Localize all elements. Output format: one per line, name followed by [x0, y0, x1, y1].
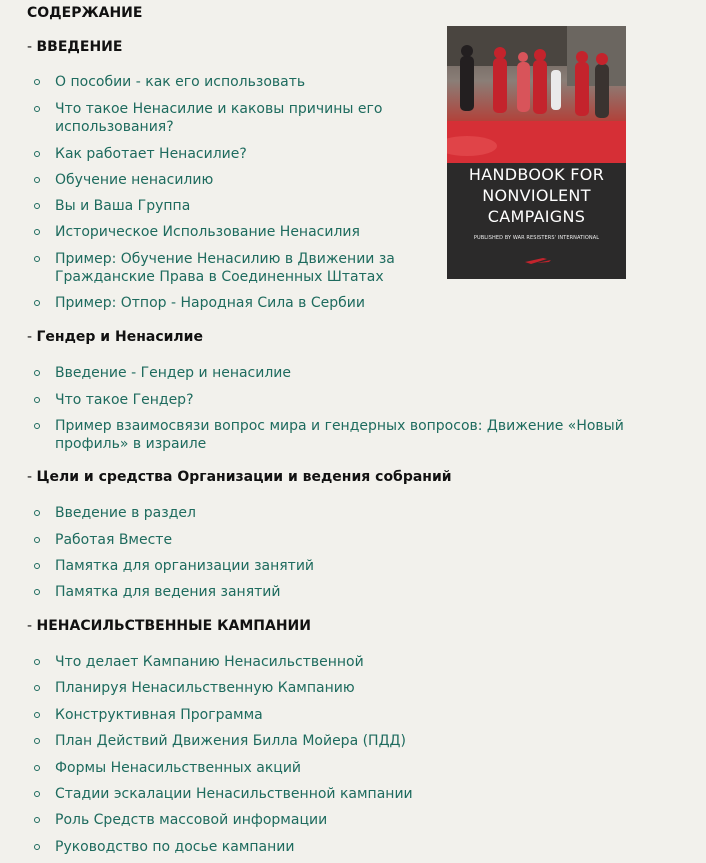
toc-link[interactable]: Памятка для ведения занятий [55, 584, 281, 600]
toc-link[interactable]: Планируя Ненасильственную Кампанию [55, 680, 355, 696]
bullet-icon [34, 151, 40, 157]
toc-link[interactable]: Памятка для организации занятий [55, 558, 315, 574]
cover-publisher: PUBLISHED BY WAR RESISTERS' INTERNATIONAL [473, 235, 600, 241]
cover-photo-art [447, 26, 626, 163]
toc-link[interactable]: Формы Ненасильственных акций [55, 760, 302, 776]
toc-link[interactable]: Стадии эскалации Ненасильственной кампании [55, 786, 413, 802]
toc-link[interactable]: Что такое Ненасилие и каковы причины его использования? [55, 101, 383, 135]
bullet-icon [34, 659, 40, 665]
section-heading-campaigns [27, 618, 311, 634]
section-heading-organizing [27, 469, 452, 485]
section-heading-introduction [27, 39, 122, 55]
cover-title-line-1: HANDBOOK FOR [468, 165, 605, 184]
toc-link[interactable]: Как работает Ненасилие? [55, 146, 247, 162]
bullet-icon [34, 712, 40, 718]
section-dash: - [27, 39, 33, 55]
toc-link[interactable]: О пособии - как его использовать [55, 74, 306, 90]
bullet-icon [34, 589, 40, 595]
toc-link[interactable]: Что делает Кампанию Ненасильственной [55, 654, 364, 670]
section-heading-gender [27, 329, 203, 345]
book-cover-image[interactable] [447, 26, 626, 279]
bullet-icon [34, 510, 40, 516]
toc-link[interactable]: Введение в раздел [55, 505, 196, 521]
toc-link[interactable]: Роль Средств массовой информации [55, 812, 328, 828]
section-heading-text: Цели и средства Организации и ведения собраний [36, 469, 452, 485]
bullet-icon [34, 300, 40, 306]
cover-title-line-3: CAMPAIGNS [487, 207, 586, 226]
bullet-icon [34, 817, 40, 823]
section-dash: - [27, 329, 33, 345]
bullet-icon [34, 256, 40, 262]
toc-link[interactable]: План Действий Движения Билла Мойера (ПДД) [55, 733, 406, 749]
bullet-icon [34, 738, 40, 744]
toc-title: СОДЕРЖАНИЕ [27, 5, 143, 21]
bullet-icon [34, 791, 40, 797]
broken-rifle-logo-icon [447, 246, 626, 276]
bullet-icon [34, 229, 40, 235]
bullet-icon [34, 177, 40, 183]
toc-link[interactable]: Введение - Гендер и ненасилие [55, 365, 292, 381]
section-dash: - [27, 469, 33, 485]
toc-link[interactable]: Историческое Использование Ненасилия [55, 224, 360, 240]
toc-link[interactable]: Пример: Отпор - Народная Сила в Сербии [55, 295, 365, 311]
toc-link[interactable]: Что такое Гендер? [55, 392, 194, 408]
bullet-icon [34, 423, 40, 429]
bullet-icon [34, 106, 40, 112]
bullet-icon [34, 79, 40, 85]
toc-link[interactable]: Вы и Ваша Группа [55, 198, 191, 214]
bullet-icon [34, 537, 40, 543]
toc-link[interactable]: Обучение ненасилию [55, 172, 214, 188]
bullet-icon [34, 844, 40, 850]
section-heading-text: ВВЕДЕНИЕ [36, 39, 123, 55]
bullet-icon [34, 203, 40, 209]
section-heading-text: Гендер и Ненасилие [36, 329, 203, 345]
section-dash: - [27, 618, 33, 634]
bullet-icon [34, 397, 40, 403]
section-heading-text: НЕНАСИЛЬСТВЕННЫЕ КАМПАНИИ [36, 618, 311, 634]
toc-link[interactable]: Работая Вместе [55, 532, 173, 548]
toc-link[interactable]: Конструктивная Программа [55, 707, 263, 723]
toc-link[interactable]: Пример: Обучение Ненасилию в Движении за Гражданские Права в Соединенных Штатах [55, 251, 395, 285]
bullet-icon [34, 685, 40, 691]
toc-link[interactable]: Пример взаимосвязи вопрос мира и гендерных вопросов: Движение «Новый профиль» в израиле [55, 418, 624, 452]
bullet-icon [34, 370, 40, 376]
toc-link[interactable]: Руководство по досье кампании [55, 839, 295, 855]
cover-photo [447, 26, 626, 163]
bullet-icon [34, 765, 40, 771]
bullet-icon [34, 563, 40, 569]
cover-title-line-2: NONVIOLENT [482, 186, 591, 205]
